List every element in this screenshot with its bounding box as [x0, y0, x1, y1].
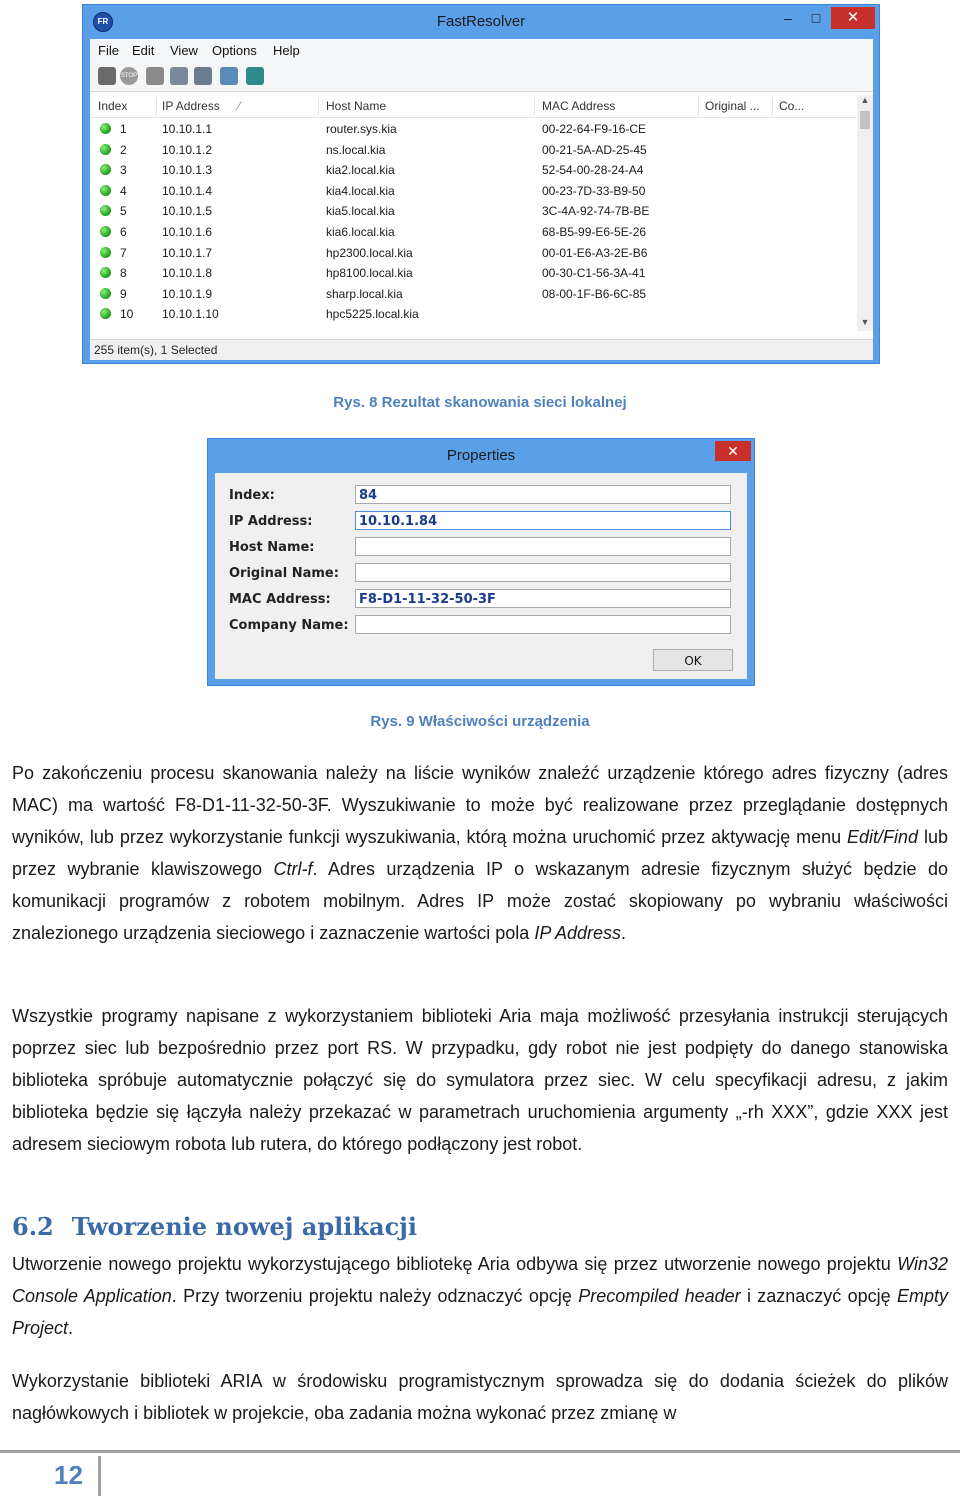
label-host-name: Host Name: — [229, 540, 315, 555]
column-company[interactable]: Co... — [779, 99, 805, 113]
cell-mac: 3C-4A-92-74-7B-BE — [542, 204, 650, 219]
start-icon[interactable] — [98, 67, 116, 85]
paragraph-4: Wykorzystanie biblioteki ARIA w środowisku programistycznym sprowadza się do dodania ścieżek do plików nagłówkowych i bibliotek w projekcie, oba zadania można wykonać przez zmianę w — [12, 1371, 948, 1423]
table-row[interactable] — [90, 201, 857, 221]
cell-index: 4 — [120, 183, 127, 198]
window-client — [90, 39, 873, 359]
exit-icon[interactable] — [246, 67, 264, 85]
cell-host: kia5.local.kia — [326, 204, 395, 219]
table-row[interactable] — [90, 160, 857, 180]
table-row[interactable] — [90, 140, 857, 160]
status-bar — [90, 339, 873, 360]
menu-file[interactable]: File — [98, 43, 119, 58]
cell-host: router.sys.kia — [326, 122, 397, 136]
scroll-thumb[interactable] — [860, 111, 870, 129]
table-row[interactable] — [90, 119, 857, 139]
properties-icon[interactable] — [194, 67, 212, 85]
copy-icon[interactable] — [170, 67, 188, 85]
cell-index: 2 — [120, 142, 127, 157]
column-original[interactable]: Original ... — [705, 99, 760, 113]
table-row[interactable] — [90, 304, 857, 324]
cell-host: hp2300.local.kia — [326, 245, 413, 260]
label-index: Index: — [229, 488, 275, 503]
window-title: FastResolver — [436, 13, 526, 30]
cell-mac: 52-54-00-28-24-A4 — [542, 163, 644, 178]
table-row[interactable] — [90, 243, 857, 263]
find-icon[interactable] — [220, 67, 238, 85]
scroll-down-icon[interactable]: ▼ — [860, 317, 870, 327]
cell-ip: 10.10.1.10 — [162, 307, 219, 322]
cell-host: sharp.local.kia — [326, 286, 403, 301]
paragraph-2: Wszystkie programy napisane z wykorzystaniem biblioteki Aria maja możliwość przesyłania instrukcji sterujących poprzez siec lub bezpośrednio przez port RS. W przypadku, gdy robot nie jest podpięty do danego stanowiska biblioteka spróbuje automatycznie połączyć się do symulatora przez siec. W celu specyfikacji adresu, z jakim biblioteka będzie się łączyła należy przekazać w parametrach uruchomienia argumenty „-rh XXX”, gdzie XXX jest adresem sieciowym robota lub rutera, do którego podłączony jest robot. — [12, 1006, 948, 1154]
menu-help[interactable]: Help — [273, 43, 300, 58]
cell-host: hp8100.local.kia — [326, 266, 413, 281]
cell-ip: 10.10.1.5 — [162, 204, 213, 219]
column-index[interactable]: Index — [98, 99, 128, 113]
cell-ip: 10.10.1.3 — [162, 163, 213, 178]
status-dot-icon — [100, 164, 111, 175]
list-header — [90, 95, 857, 118]
minimize-button[interactable]: – — [784, 10, 792, 26]
cell-host: ns.local.kia — [326, 142, 386, 157]
cell-index: 8 — [120, 266, 127, 281]
column-host-name[interactable]: Host Name — [326, 99, 387, 113]
status-dot-icon — [100, 247, 111, 258]
scroll-up-icon[interactable]: ▲ — [860, 95, 870, 105]
label-original-name: Original Name: — [229, 566, 339, 581]
table-row[interactable] — [90, 284, 857, 304]
table-row[interactable] — [90, 263, 857, 283]
table-row[interactable] — [90, 181, 857, 201]
status-dot-icon — [100, 288, 111, 299]
column-ip-address[interactable]: IP Address — [162, 99, 220, 113]
sort-indicator-icon: ∕ — [238, 99, 241, 113]
cell-ip: 10.10.1.8 — [162, 266, 213, 281]
cell-index: 1 — [120, 122, 127, 136]
company-name-field[interactable] — [355, 615, 731, 634]
fastresolver-window — [82, 4, 880, 364]
cell-index: 3 — [120, 163, 127, 178]
column-mac-address[interactable]: MAC Address — [542, 99, 616, 113]
app-icon: FR — [93, 12, 113, 32]
status-dot-icon — [100, 123, 111, 134]
dialog-close-button[interactable]: ✕ — [715, 441, 751, 461]
cell-mac: 00-21-5A-AD-25-45 — [542, 142, 647, 157]
cell-ip: 10.10.1.7 — [162, 245, 213, 260]
host-name-field[interactable] — [355, 537, 731, 556]
cell-index: 5 — [120, 204, 127, 219]
table-row[interactable] — [90, 222, 857, 242]
maximize-button[interactable]: □ — [811, 10, 821, 26]
cell-mac: 08-00-1F-B6-6C-85 — [542, 286, 647, 301]
cell-ip: 10.10.1.6 — [162, 225, 213, 239]
ok-button[interactable]: OK — [653, 649, 733, 671]
close-button[interactable]: ✕ — [831, 7, 875, 29]
status-dot-icon — [100, 267, 111, 278]
status-dot-icon — [100, 226, 111, 237]
cell-index: 7 — [120, 245, 127, 260]
toolbar — [90, 61, 873, 92]
cell-ip: 10.10.1.9 — [162, 286, 213, 301]
cell-host: kia2.local.kia — [326, 163, 395, 178]
cell-mac: 00-22-64-F9-16-CE — [542, 122, 647, 136]
index-field[interactable]: 84 — [355, 485, 731, 504]
original-name-field[interactable] — [355, 563, 731, 582]
footer-divider — [0, 1450, 960, 1453]
status-dot-icon — [100, 205, 111, 216]
menu-edit[interactable]: Edit — [132, 43, 155, 58]
mac-address-field[interactable]: F8-D1-11-32-50-3F — [355, 589, 731, 608]
cell-index: 9 — [120, 286, 127, 301]
vertical-scrollbar[interactable] — [857, 95, 873, 331]
page-number-bar — [98, 1456, 101, 1496]
menu-options[interactable]: Options — [212, 43, 257, 58]
dialog-title: Properties — [446, 447, 516, 464]
cell-ip: 10.10.1.4 — [162, 183, 213, 198]
cell-host: kia4.local.kia — [326, 183, 395, 198]
figure-caption-9: Rys. 9 Właściwości urządzenia — [370, 713, 590, 730]
cell-ip: 10.10.1.1 — [162, 122, 213, 136]
status-text: 255 item(s), 1 Selected — [94, 343, 218, 357]
cell-ip: 10.10.1.2 — [162, 142, 213, 157]
cell-host: hpc5225.local.kia — [326, 307, 419, 322]
status-dot-icon — [100, 185, 111, 196]
status-dot-icon — [100, 144, 111, 155]
cell-mac: 68-B5-99-E6-5E-26 — [542, 225, 647, 239]
label-company-name: Company Name: — [229, 618, 349, 633]
cell-host: kia6.local.kia — [326, 225, 395, 239]
stop-icon[interactable]: STOP — [120, 67, 138, 85]
paragraph-3: Utworzenie nowego projektu wykorzystującego bibliotekę Aria odbywa się przez utworzenie nowego projektu Win32 Console Application. Przy tworzeniu projektu należy odznaczyć opcję Precompiled header i zaznaczyć opcję Empty Project. — [12, 1254, 948, 1338]
menu-view[interactable]: View — [170, 43, 198, 58]
cell-mac: 00-23-7D-33-B9-50 — [542, 183, 646, 198]
label-ip-address: IP Address: — [229, 514, 313, 529]
dialog-body — [215, 473, 747, 679]
results-list — [90, 119, 857, 331]
page-number: 12 — [54, 1460, 83, 1490]
status-dot-icon — [100, 308, 111, 319]
label-mac-address: MAC Address: — [229, 592, 331, 607]
menu-bar — [90, 39, 873, 61]
paragraph-1: Po zakończeniu procesu skanowania należy na liście wyników znaleźć urządzenie którego adres fizyczny (adres MAC) ma wartość F8-D1-11-32-50-3F. Wyszukiwanie to może być realizowane przez przeglądanie dostępnych wyników, lub przez wykorzystanie funkcji wyszukiwania, którą można uruchomić przez aktywację menu Edit/Find lub przez wybranie klawiszowego Ctrl-f. Adres urządzenia IP o wskazanym adresie fizycznym służyć będzie do komunikacji programów z robotem mobilnym. Adres IP może zostać skopiowany po wybraniu właściwości znalezionego urządzenia sieciowego i zaznaczenie wartości pola IP Address. — [12, 763, 948, 943]
ip-address-field[interactable]: 10.10.1.84 — [355, 511, 731, 530]
section-heading: 6.2 Tworzenie nowej aplikacji — [12, 1212, 417, 1241]
properties-dialog — [207, 438, 755, 686]
cell-mac: 00-30-C1-56-3A-41 — [542, 266, 646, 281]
cell-index: 6 — [120, 225, 127, 239]
cell-index: 10 — [120, 307, 134, 322]
cell-mac: 00-01-E6-A3-2E-B6 — [542, 245, 648, 260]
title-bar[interactable] — [83, 5, 879, 39]
save-icon[interactable] — [146, 67, 164, 85]
figure-caption-8: Rys. 8 Rezultat skanowania sieci lokalnej — [333, 394, 627, 411]
